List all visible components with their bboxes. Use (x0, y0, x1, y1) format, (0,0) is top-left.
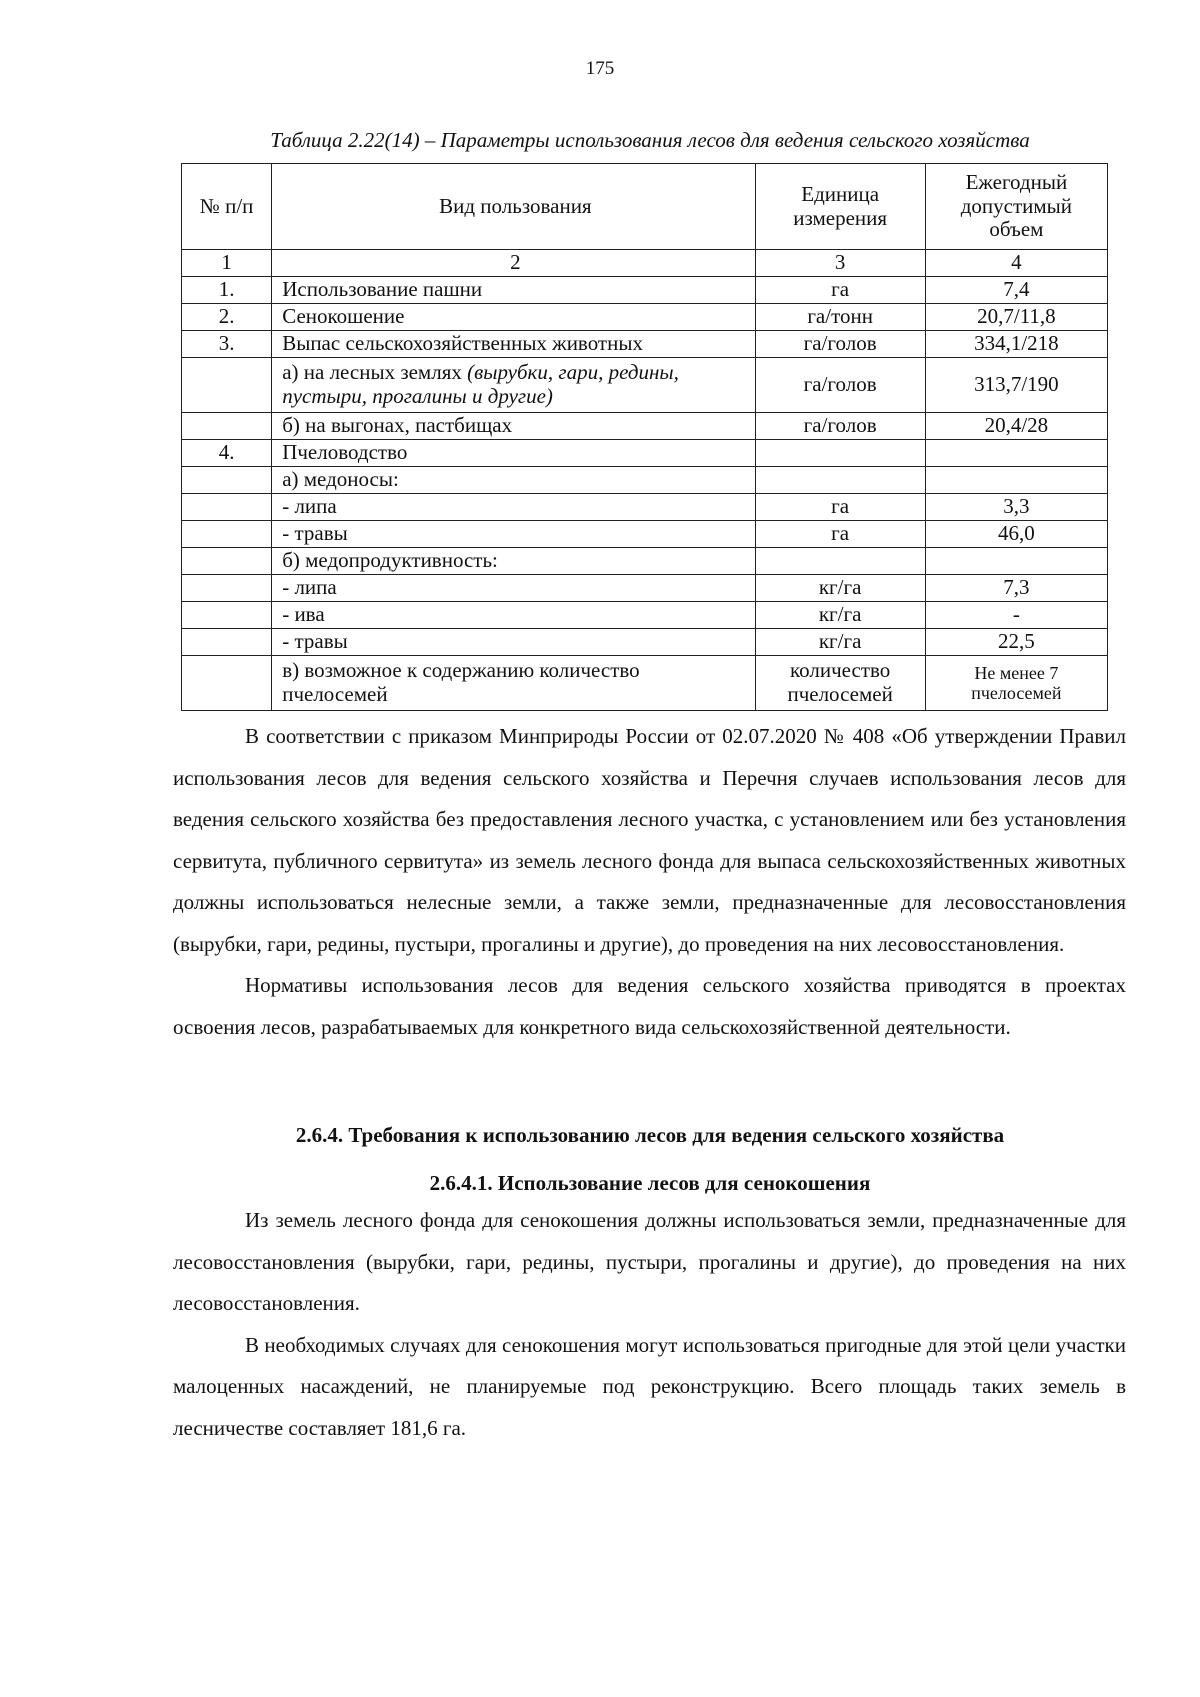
usage-kind-text: Сенокошение (282, 304, 405, 329)
usage-kind-cell (272, 548, 755, 575)
usage-kind-text: - ива (282, 602, 325, 627)
parameters-table (181, 163, 1108, 711)
unit-cell: га/голов (755, 413, 925, 440)
volume-cell: 334,1/218 (925, 331, 1107, 358)
unit-cell (755, 467, 925, 494)
usage-kind-text: в) возможное к содержанию количество пчелосемей (282, 658, 640, 706)
usage-kind-text: Пчеловодство (282, 440, 408, 465)
subsection-heading: 2.6.4.1. Использование лесов для сенокошения (429, 1171, 871, 1195)
usage-kind-cell (272, 494, 755, 521)
table-row (182, 331, 1108, 358)
row-number-cell: 1. (182, 277, 272, 304)
paragraph-block-1 (173, 716, 1126, 1048)
usage-kind-text: Выпас сельскохозяйственных животных (282, 331, 643, 356)
usage-kind-note: (вырубки, гари, редины, пустыри, прогалины и другие) (282, 360, 679, 408)
usage-kind-text: б) на выгонах, пастбищах (282, 413, 513, 438)
usage-kind-cell (272, 602, 755, 629)
row-number-cell: 4. (182, 440, 272, 467)
table-row (182, 494, 1108, 521)
table-row (182, 467, 1108, 494)
unit-cell: га/тонн (755, 304, 925, 331)
usage-kind-text: а) медоносы: (282, 467, 399, 492)
column-number: 2 (272, 250, 755, 277)
row-number-cell (182, 521, 272, 548)
usage-kind-cell (272, 521, 755, 548)
usage-kind-cell (272, 413, 755, 440)
volume-cell: 313,7/190 (925, 358, 1107, 413)
usage-kind-text: Использование пашни (282, 277, 483, 302)
usage-kind-cell (272, 304, 755, 331)
table-row (182, 521, 1108, 548)
table-row (182, 656, 1108, 711)
column-number: 1 (182, 250, 272, 277)
volume-cell: 7,3 (925, 575, 1107, 602)
column-number: 3 (755, 250, 925, 277)
paragraph: В соответствии с приказом Минприроды России от 02.07.2020 № 408 «Об утверждении Правил использования лесов для ведения сельского хозяйства и Перечня случаев использования лесов для ведения сельского хозяйства без предоставления лесного участка, с установлением или без установления сервитута, публичного сервитута» из земель лесного фонда для выпаса сельскохозяйственных животных должны использоваться нелесные земли, а также земли, предназначенные для лесовосстановления (вырубки, гари, редины, пустыри, прогалины и другие), до проведения на них лесовосстановления. (173, 724, 1126, 956)
volume-cell: 46,0 (925, 521, 1107, 548)
unit-cell: га (755, 494, 925, 521)
paragraph: В необходимых случаях для сенокошения могут использоваться пригодные для этой цели участки малоценных насаждений, не планируемые под реконструкцию. Всего площадь таких земель в лесничестве составляет 181,6 га. (173, 1332, 1126, 1440)
paragraph: Из земель лесного фонда для сенокошения должны использоваться земли, предназначенные для лесовосстановления (вырубки, гари, редины, пустыри, прогалины и другие), до проведения на них лесовосстановления. (173, 1208, 1126, 1315)
unit-cell: количество пчелосемей (755, 656, 925, 711)
volume-cell (925, 467, 1107, 494)
row-number-cell (182, 358, 272, 413)
unit-cell: га (755, 521, 925, 548)
usage-kind-text: а) на лесных землях (282, 360, 468, 385)
table-row (182, 440, 1108, 467)
usage-kind-cell (272, 358, 755, 413)
unit-cell: га (755, 277, 925, 304)
row-number-cell: 3. (182, 331, 272, 358)
volume-cell: 3,3 (925, 494, 1107, 521)
header-cell: Единица измерения (755, 164, 925, 250)
volume-cell (925, 548, 1107, 575)
table-header-row (182, 164, 1108, 250)
row-number-cell (182, 413, 272, 440)
table-row (182, 629, 1108, 656)
row-number-cell (182, 629, 272, 656)
header-cell: Ежегодный допустимый объем (925, 164, 1107, 250)
usage-kind-cell (272, 277, 755, 304)
row-number-cell (182, 575, 272, 602)
usage-kind-text: - травы (282, 629, 348, 654)
table-body (182, 277, 1108, 711)
usage-kind-cell (272, 467, 755, 494)
usage-kind-text: б) медопродуктивность: (282, 548, 498, 573)
volume-cell: - (925, 602, 1107, 629)
table-row (182, 575, 1108, 602)
usage-kind-cell (272, 331, 755, 358)
unit-cell (755, 548, 925, 575)
table-row (182, 602, 1108, 629)
row-number-cell (182, 602, 272, 629)
unit-cell: кг/га (755, 575, 925, 602)
row-number-cell (182, 548, 272, 575)
usage-kind-text: - травы (282, 521, 348, 546)
section-heading: 2.6.4. Требования к использованию лесов для ведения сельского хозяйства (295, 1123, 1005, 1147)
volume-cell: 20,4/28 (925, 413, 1107, 440)
volume-cell: Не менее 7 пчелосемей (925, 656, 1107, 711)
table-row (182, 304, 1108, 331)
unit-cell: га/голов (755, 358, 925, 413)
usage-kind-text: - липа (282, 575, 337, 600)
unit-cell: кг/га (755, 629, 925, 656)
header-cell: № п/п (182, 164, 272, 250)
table-row (182, 548, 1108, 575)
usage-kind-cell (272, 575, 755, 602)
unit-cell: кг/га (755, 602, 925, 629)
row-number-cell (182, 467, 272, 494)
paragraph: Нормативы использования лесов для ведения сельского хозяйства приводятся в проектах освоения лесов, разрабатываемых для конкретного вида сельскохозяйственной деятельности. (173, 973, 1126, 1039)
table-row (182, 413, 1108, 440)
volume-cell (925, 440, 1107, 467)
usage-kind-cell (272, 440, 755, 467)
unit-cell (755, 440, 925, 467)
header-cell: Вид пользования (272, 164, 755, 250)
row-number-cell (182, 656, 272, 711)
row-number-cell (182, 494, 272, 521)
table-caption: Таблица 2.22(14) – Параметры использования лесов для ведения сельского хозяйства (270, 128, 1030, 152)
volume-cell: 22,5 (925, 629, 1107, 656)
usage-kind-cell (272, 629, 755, 656)
usage-kind-cell (272, 656, 755, 711)
column-number-row (182, 250, 1108, 277)
table-row (182, 277, 1108, 304)
volume-cell: 7,4 (925, 277, 1107, 304)
paragraph-block-2 (173, 1200, 1126, 1449)
volume-cell: 20,7/11,8 (925, 304, 1107, 331)
table-row (182, 358, 1108, 413)
column-number: 4 (925, 250, 1107, 277)
unit-cell: га/голов (755, 331, 925, 358)
page-number: 175 (585, 58, 615, 79)
usage-kind-text: - липа (282, 494, 337, 519)
row-number-cell: 2. (182, 304, 272, 331)
